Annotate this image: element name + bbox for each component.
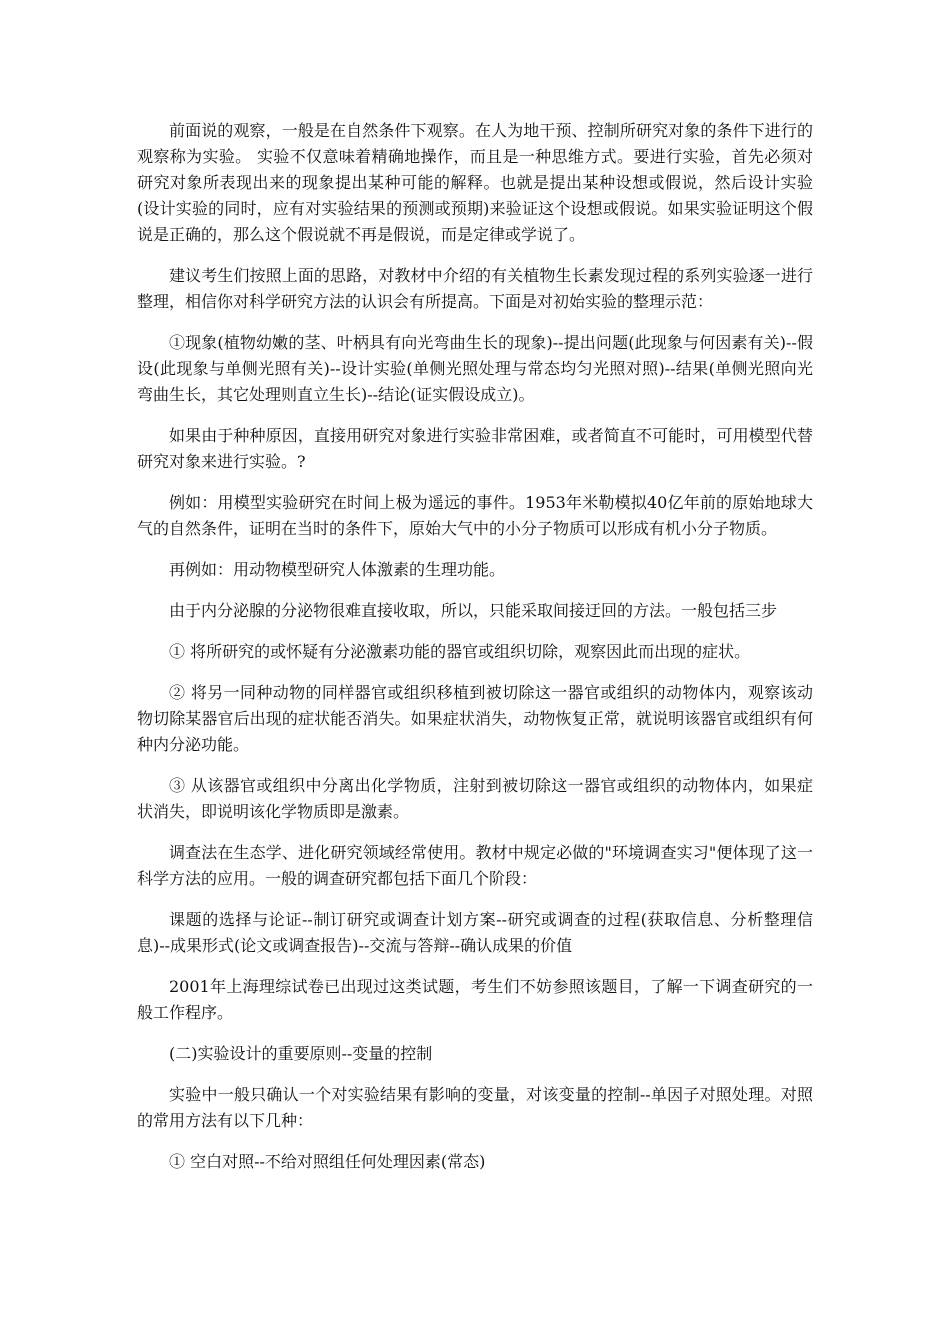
paragraph-single-factor-control: 实验中一般只确认一个对实验结果有影响的变量，对该变量的控制--单因子对照处理。对照的常用方法有以下几种： (137, 1085, 813, 1130)
paragraph-survey-method: 调查法在生态学、进化研究领域经常使用。教材中规定必做的"环境调查实习"便体现了这一科学方法的应用。一般的调查研究都包括下面几个阶段： (137, 843, 813, 888)
paragraph-study-suggestion: 建议考生们按照上面的思路，对教材中介绍的有关植物生长素发现过程的系列实验逐一进行整理，相信你对科学研究方法的认识会有所提高。下面是对初始实验的整理示范： (137, 266, 813, 311)
section-heading-variable-control: (二)实验设计的重要原则--变量的控制 (169, 1044, 433, 1063)
list-item-blank-control: ① 空白对照--不给对照组任何处理因素(常态) (169, 1152, 486, 1171)
paragraph-hormone-model: 再例如：用动物模型研究人体激素的生理功能。 (169, 560, 506, 579)
paragraph-three-steps-intro: 由于内分泌腺的分泌物很难直接收取，所以，只能采取间接迂回的方法。一般包括三步 (169, 601, 778, 620)
document-body (137, 118, 813, 1190)
list-item-step-3: ③ 从该器官或组织中分离出化学物质，注射到被切除这一器官或组织的动物体内，如果症状消失，即说明该化学物质即是激素。 (137, 776, 813, 821)
paragraph-shanghai-exam: 2001年上海理综试卷已出现过这类试题，考生们不妨参照该题目，了解一下调查研究的一般工作程序。 (137, 977, 813, 1022)
paragraph-phototropism-example: ①现象(植物幼嫩的茎、叶柄具有向光弯曲生长的现象)--提出问题(此现象与何因素有关)--假设(此现象与单侧光照有关)--设计实验(单侧光照处理与常态均匀光照对照)--结果(单侧光照向光弯曲生长，其它处理则直立生长)--结论(证实假设成立)。 (137, 333, 813, 404)
paragraph-model-experiment: 如果由于种种原因，直接用研究对象进行实验非常困难，或者简直不可能时，可用模型代替研究对象来进行实验。? (137, 426, 813, 471)
paragraph-miller-example: 例如：用模型实验研究在时间上极为遥远的事件。1953年米勒模拟40亿年前的原始地球大气的自然条件，证明在当时的条件下，原始大气中的小分子物质可以形成有机小分子物质。 (137, 493, 813, 538)
paragraph-survey-stages: 课题的选择与论证--制订研究或调查计划方案--研究或调查的过程(获取信息、分析整理信息)--成果形式(论文或调查报告)--交流与答辩--确认成果的价值 (137, 910, 813, 955)
paragraph-experiment-definition: 前面说的观察，一般是在自然条件下观察。在人为地干预、控制所研究对象的条件下进行的观察称为实验。 实验不仅意味着精确地操作，而且是一种思维方式。要进行实验，首先必须对研究对象所表现出来的现象提出某种可能的解释。也就是提出某种设想或假说，然后设计实验(设计实验的同时，应有对实验结果的预测或预期)来验证这个设想或假说。如果实验证明这个假说是正确的，那么这个假说就不再是假说，而是定律或学说了。 (137, 121, 813, 244)
list-item-step-1: ① 将所研究的或怀疑有分泌激素功能的器官或组织切除，观察因此而出现的症状。 (169, 642, 751, 661)
list-item-step-2: ② 将另一同种动物的同样器官或组织移植到被切除这一器官或组织的动物体内，观察该动物切除某器官后出现的症状能否消失。如果症状消失，动物恢复正常，就说明该器官或组织有何种内分泌功能。 (137, 683, 813, 754)
